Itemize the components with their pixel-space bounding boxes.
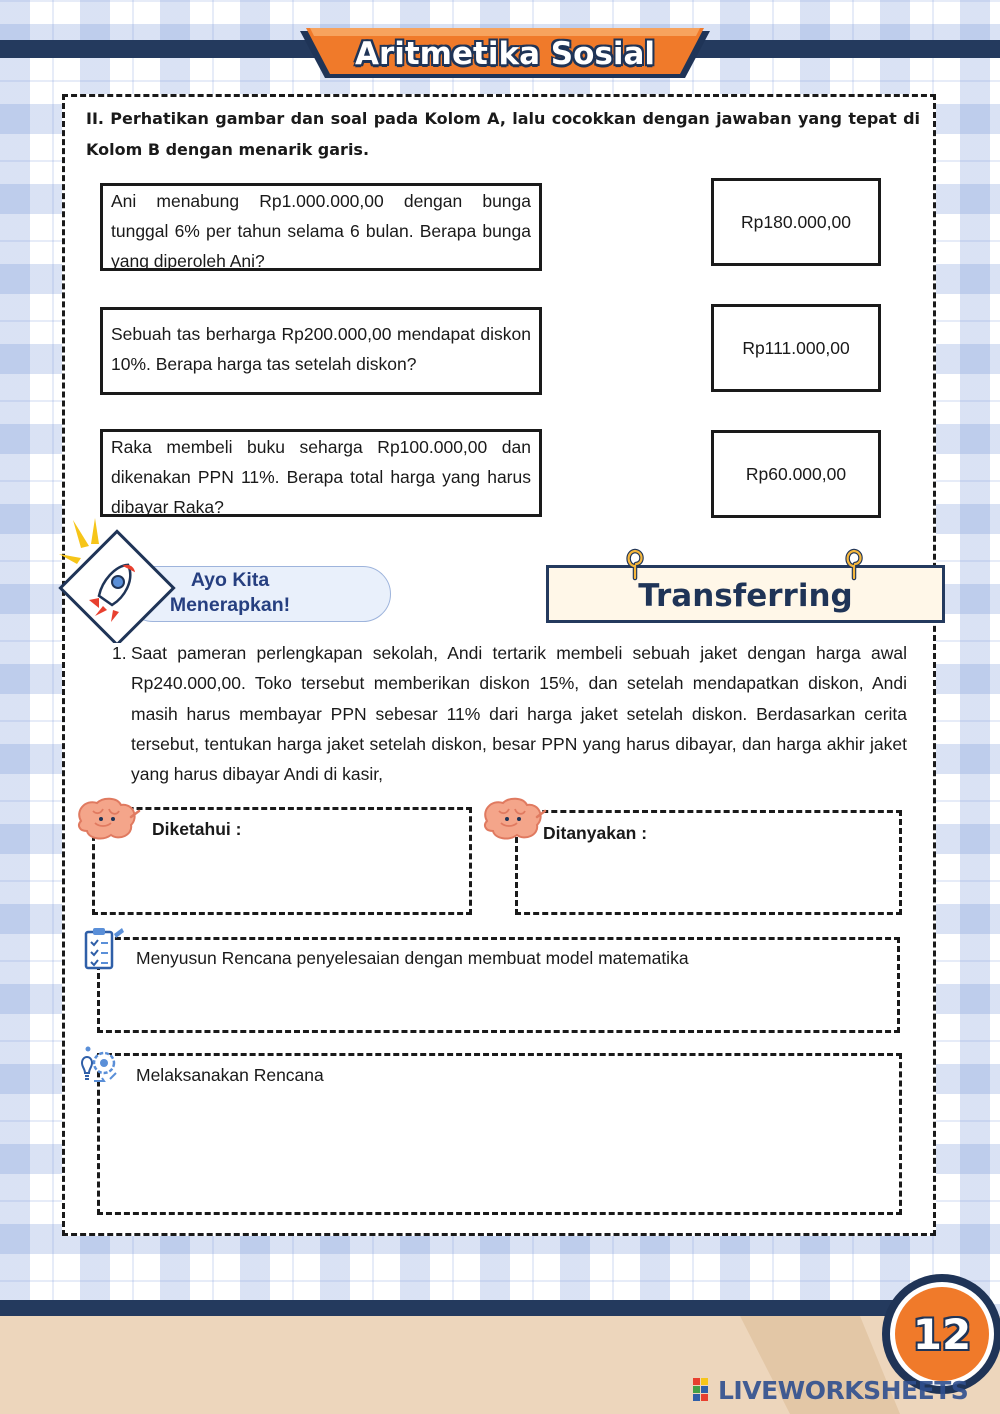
gear-bulb-icon [74, 1045, 122, 1093]
liveworksheets-watermark[interactable] [692, 1374, 968, 1406]
section-ii-instruction: II. Perhatikan gambar dan soal pada Kolom A, lalu cocokkan dengan jawaban yang tepat di Kolom B dengan menarik garis. [86, 109, 920, 159]
melaksanakan-label: Melaksanakan Rencana [136, 1065, 324, 1085]
page-title: Aritmetika Sosial [354, 36, 656, 72]
problem-number: 1. [112, 643, 127, 663]
ayo-kita-menerapkan-label [150, 568, 310, 618]
watermark-text: LIVEWORKSHEETS [718, 1375, 969, 1405]
ayo-line-2: Menerapkan! [169, 594, 291, 616]
footer-bar [0, 1300, 900, 1316]
question-3-text: Raka membeli buku seharga Rp100.000,00 dan dikenakan PPN 11%. Berapa total harga yang harus dibayar Raka? [111, 437, 531, 517]
rencana-label: Menyusun Rencana penyelesaian dengan membuat model matematika [136, 948, 689, 968]
header-banner [300, 28, 710, 80]
answer-2-text: Rp111.000,00 [742, 337, 850, 358]
question-2-text: Sebuah tas berharga Rp200.000,00 mendapat diskon 10%. Berapa harga tas setelah diskon? [111, 324, 531, 374]
ayo-line-1: Ayo Kita [190, 569, 270, 591]
brain-icon [479, 797, 549, 841]
column-b-answer-1[interactable] [711, 178, 881, 266]
column-b-answer-3[interactable] [711, 430, 881, 518]
ayo-kita-menerapkan-badge [55, 518, 345, 643]
checklist-icon [82, 926, 124, 974]
answer-3-text: Rp60.000,00 [745, 463, 847, 484]
question-1-text: Ani menabung Rp1.000.000,00 dengan bunga tunggal 6% per tahun selama 6 bulan. Berapa bunga yang diperoleh Ani? [111, 191, 531, 271]
answer-1-text: Rp180.000,00 [741, 211, 851, 232]
problem-1 [112, 638, 907, 789]
column-a-question-3[interactable] [100, 429, 542, 517]
problem-text: Saat pameran perlengkapan sekolah, Andi tertarik membeli sebuah jaket dengan harga awal Rp240.000,00. Toko tersebut memberikan diskon 15%, dan setelah mendapatkan diskon, Andi masih harus membayar PPN sebesar 11% dari harga jaket setelah diskon. Berdasarkan cerita tersebut, tentukan harga jaket setelah diskon, besar PPN yang harus dibayar, dan harga akhir jaket yang harus dibayar Andi di kasir, [131, 643, 907, 785]
column-a-question-1[interactable] [100, 183, 542, 271]
binder-ring-icon [843, 548, 865, 582]
column-b-answer-2[interactable] [711, 304, 881, 392]
column-a-question-2[interactable] [100, 307, 542, 395]
diketahui-answer-box[interactable] [92, 807, 472, 915]
ditanyakan-label: Ditanyakan : [543, 823, 648, 843]
diketahui-label: Diketahui : [152, 819, 242, 839]
transferring-header [546, 565, 945, 623]
page-number: 12 [912, 1309, 972, 1359]
brain-icon [73, 797, 143, 841]
transferring-title: Transferring [638, 578, 853, 614]
binder-ring-icon [624, 548, 646, 582]
liveworksheets-logo-icon [692, 1377, 718, 1403]
